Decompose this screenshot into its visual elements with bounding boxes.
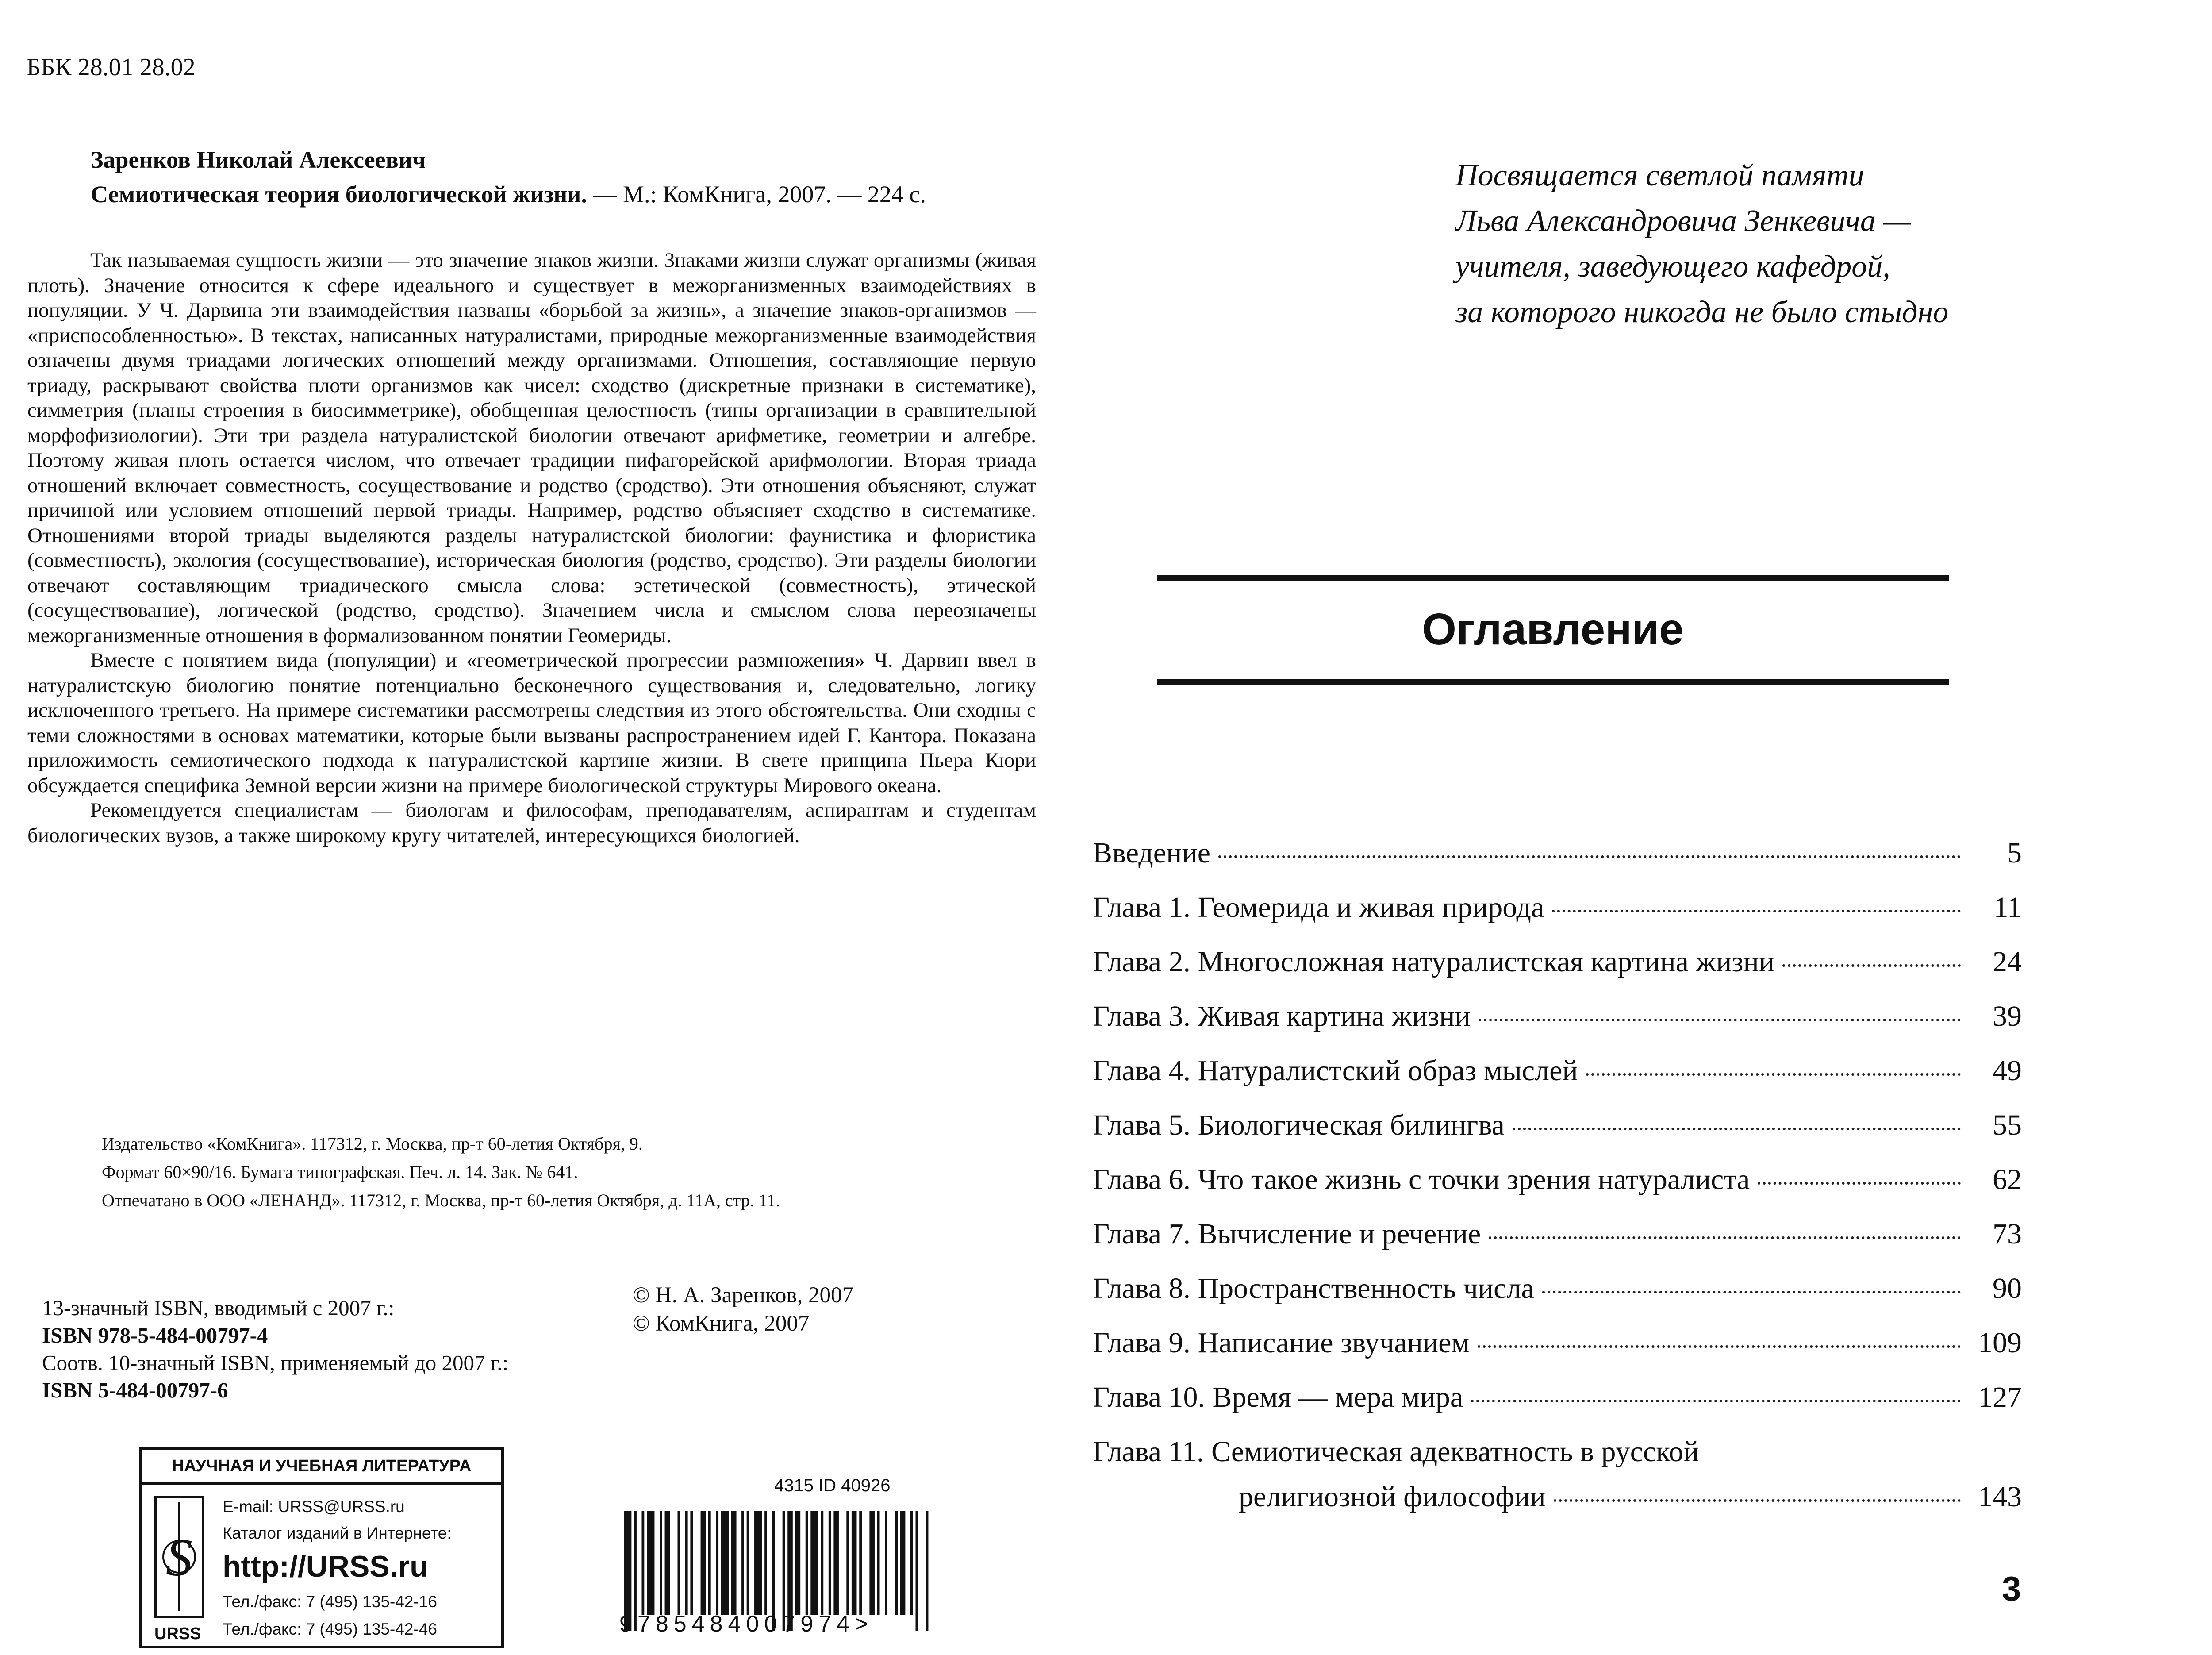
toc-leader-dots [1218,855,1961,858]
toc-entry-page: 39 [1993,1000,2022,1032]
author-name: Заренков Николай Алексеевич [91,146,426,173]
toc-leader-dots [1513,1128,1961,1130]
barcode-bar [685,1511,688,1615]
dedication-line: учителя, заведующего кафедрой, [1455,250,1890,284]
isbn10-label: Соотв. 10-значный ISBN, применяемый до 2007 г.: [42,1351,509,1375]
toc-entry-title: Глава 11. Семиотическая адекватность в русской [1093,1436,1699,1468]
urss-logo-icon [154,1496,204,1618]
toc-entry-title: Глава 8. Пространственность числа [1093,1272,1534,1305]
toc-leader-dots [1586,1073,1961,1076]
format-line: Формат 60×90/16. Бумага типографская. Печ. л. 14. Зак. № 641. [102,1162,578,1182]
isbn10-value: ISBN 5-484-00797-6 [42,1378,228,1402]
barcode-bar [731,1511,737,1615]
toc-entry [1093,1326,2022,1381]
toc-entry-title: Глава 6. Что такое жизнь с точки зрения натуралиста [1093,1163,1750,1196]
barcode-bar [795,1511,801,1615]
barcode-bar [852,1511,857,1615]
toc-entry-page: 143 [1978,1481,2022,1513]
toc-entry-title: Глава 7. Вычисление и речение [1093,1218,1481,1250]
barcode-bar [660,1511,662,1615]
toc-entry-page: 49 [1993,1055,2022,1087]
barcode-bar [741,1511,744,1615]
isbn-block [42,1294,508,1404]
annotation [27,248,1036,848]
barcode-bar [900,1511,906,1615]
dedication-line: Льва Александровича Зенкевича — [1455,204,1911,238]
barcode-digits: 9785484007974> [619,1611,874,1637]
toc-entry-page: 73 [1993,1218,2022,1250]
book-title: Семиотическая теория биологической жизни. [91,181,587,208]
barcode-bar [885,1511,887,1615]
barcode-bar [810,1511,818,1615]
toc-entry [1093,1054,2022,1108]
barcode-bar [708,1511,711,1615]
toc-entry [1093,891,2022,945]
page-number: 3 [2002,1569,2021,1608]
urss-advert-box [139,1447,504,1648]
barcode-bar [926,1511,929,1631]
toc-leader-dots [1552,910,1961,912]
toc-entry [1093,1272,2022,1326]
publisher-line: Издательство «КомКнига». 117312, г. Москва, пр-т 60-летия Октября, 9. [102,1134,643,1154]
toc-entry [1093,836,2022,891]
toc-leader-dots [1554,1499,1961,1502]
toc-entry-page: 55 [1993,1109,2022,1141]
urss-phone-2: Тел./факс: 7 (495) 135-42-46 [223,1620,437,1638]
annotation-paragraph: Вместе с понятием вида (популяции) и «геометрической прогрессии размножения» Ч. Дарвин ввел в натуралистскую биологию понятие потенциально бесконечного существования и, следовательно, логику исключенного третьего. На примере систематики рассмотрены следствия из этого обстоятельства. Они сходны с теми сложностями в основах математики, которые были вызваны распространением идей Г. Кантора. Показана приложимость семиотического подхода к натуралистской картине жизни. В свете принципа Пьера Кюри обсуждается специфика Земной версии жизни на примере биологической структуры Мирового океана. [27,649,1036,797]
toc-entry [1093,1000,2022,1054]
annotation-paragraph: Так называемая сущность жизни — это значение знаков жизни. Знаками жизни служат организмы (живая плоть). Значение относится к сфере идеального и существует в межорганизменных взаимодействиях в популяции. У Ч. Дарвина эти взаимодействия названы «борьбой за жизнь», а значение знаков-организмов — «приспособленностью». В текстах, написанных натуралистами, природные межорганизменные взаимодействия означены двумя триадами логических отношений между организмами. Отношения, составляющие первую триаду, раскрывают свойства плоти организмов как чисел: сходство (дискретные признаки в систематике), симметрия (планы строения в биосимметрике), обобщенная целостность (типы организации в сравнительной морфофизиологии). Эти три раздела натуралистской биологии отвечают арифметике, геометрии и алгебре. Поэтому живая плоть остается числом, что отвечает традиции пифагорейской арифмологии. Вторая триада отношений включает совместность, сосуществование и родство (сродство). Эти отношения объясняют, служат причиной или условием отношений первой триады. Например, родство объясняет сходство в систематике. Отношениями второй триады выделяются разделы натуралистской биологии: фаунистика и флористика (совместность), экология (сосуществование), историческая биология (родство, сродство). Эти разделы биологии отвечают составляющим триадического смысла слова: эстетической (совместность), этической (сосуществование), логической (родство, сродство). Значением числа и смыслом слова переозначены межорганизменные отношения в формализованном понятии Геомериды. [27,249,1036,647]
publisher-info [102,1133,780,1218]
toc-entry-title: Глава 3. Живая картина жизни [1093,1000,1471,1032]
barcode-bar [869,1511,875,1615]
barcode-bar [877,1511,880,1615]
toc-entry [1093,1217,2022,1272]
urss-phone-1: Тел./факс: 7 (495) 135-42-16 [223,1593,437,1611]
toc-entry-title: Введение [1093,837,1211,869]
barcode-bar [641,1511,644,1615]
barcode-bar [721,1511,729,1615]
dedication-line: Посвящается светлой памяти [1455,158,1864,192]
barcode-bar [701,1511,706,1615]
barcode-bar [747,1511,749,1615]
toc-leader-dots [1478,1345,1961,1348]
barcode-bar [647,1511,654,1615]
urss-url: http://URSS.ru [223,1550,428,1583]
table-of-contents [1093,836,2022,1524]
dedication [1455,153,1948,335]
toc-entry-page: 62 [1993,1163,2022,1196]
urss-email: E-mail: URSS@URSS.ru [223,1497,405,1516]
toc-heading: Оглавление [1422,604,1684,654]
toc-entry-page: 24 [1993,946,2022,978]
toc-entry [1093,1435,2022,1524]
copyright-publisher: © КомКнига, 2007 [633,1311,810,1336]
toc-leader-dots [1479,1019,1961,1021]
barcode-bar [859,1511,862,1615]
dedication-line: за которого никогда не было стыдно [1455,295,1949,329]
toc-entry-title: Глава 2. Многосложная натуралистская картина жизни [1093,946,1775,978]
barcode-bar [690,1511,693,1615]
barcode-bar [833,1511,839,1615]
barcode-bar [716,1511,718,1615]
urss-mark: URSS [154,1624,201,1643]
copyright-block [633,1281,853,1338]
toc-entry-page: 11 [1993,891,2022,924]
toc-leader-dots [1489,1236,1961,1239]
urss-logo-letter: S [166,1528,192,1587]
toc-entry [1093,1381,2022,1435]
toc-entry-title: Глава 1. Геомерида и живая природа [1093,891,1544,924]
isbn13-label: 13-значный ISBN, вводимый с 2007 г.: [42,1296,395,1320]
annotation-paragraph: Рекомендуется специалистам — биологам и философам, преподавателям, аспирантам и студентам биологических вузов, а также широкому кругу читателей, интересующихся биологией. [27,799,1036,847]
barcode-bar [829,1511,831,1615]
barcode-bar [916,1511,918,1631]
toc-entry-title: Глава 10. Время — мера мира [1093,1381,1463,1413]
top-rule [1157,575,1949,581]
bbk-code: ББК 28.01 28.02 [27,54,196,81]
toc-entry-page: 109 [1978,1327,2022,1359]
barcode-bar [677,1511,680,1615]
toc-entry-title-continued: религиозной философии [1239,1481,1546,1513]
barcode-bar [764,1511,767,1615]
bottom-rule [1157,679,1949,685]
isbn13-value: ISBN 978-5-484-00797-4 [42,1323,268,1347]
barcode-id: 4315 ID 40926 [774,1476,891,1495]
copyright-author: © Н. А. Заренков, 2007 [633,1283,854,1308]
barcode-bar [665,1511,670,1615]
barcode-bar [806,1511,808,1615]
toc-entry-page: 127 [1978,1381,2022,1413]
toc-entry [1093,945,2022,1000]
toc-entry [1093,1163,2022,1217]
barcode-bar [910,1511,913,1615]
barcode-bar [821,1511,823,1615]
toc-leader-dots [1471,1400,1961,1402]
book-imprint: — М.: КомКнига, 2007. — 224 с. [587,181,926,208]
urss-catalog: Каталог изданий в Интернете: [223,1524,452,1542]
toc-entry-page: 5 [2007,837,2022,869]
toc-entry-title: Глава 9. Написание звучанием [1093,1327,1470,1359]
toc-entry-title: Глава 5. Биологическая билингва [1093,1109,1505,1141]
barcode-bar [895,1511,898,1615]
urss-header: НАУЧНАЯ И УЧЕБНАЯ ЛИТЕРАТУРА [142,1450,501,1485]
toc-leader-dots [1542,1291,1961,1293]
barcode-bar [754,1511,762,1615]
toc-entry-title: Глава 4. Натуралистский образ мыслей [1093,1055,1578,1087]
toc-leader-dots [1782,964,1961,967]
barcode-bar [846,1511,849,1615]
toc-entry [1093,1108,2022,1163]
printer-line: Отпечатано в ООО «ЛЕНАНД». 117312, г. Москва, пр-т 60-летия Октября, д. 11А, стр. 11. [102,1190,780,1210]
toc-leader-dots [1758,1182,1961,1185]
toc-entry-page: 90 [1993,1272,2022,1305]
book-citation [91,181,926,208]
